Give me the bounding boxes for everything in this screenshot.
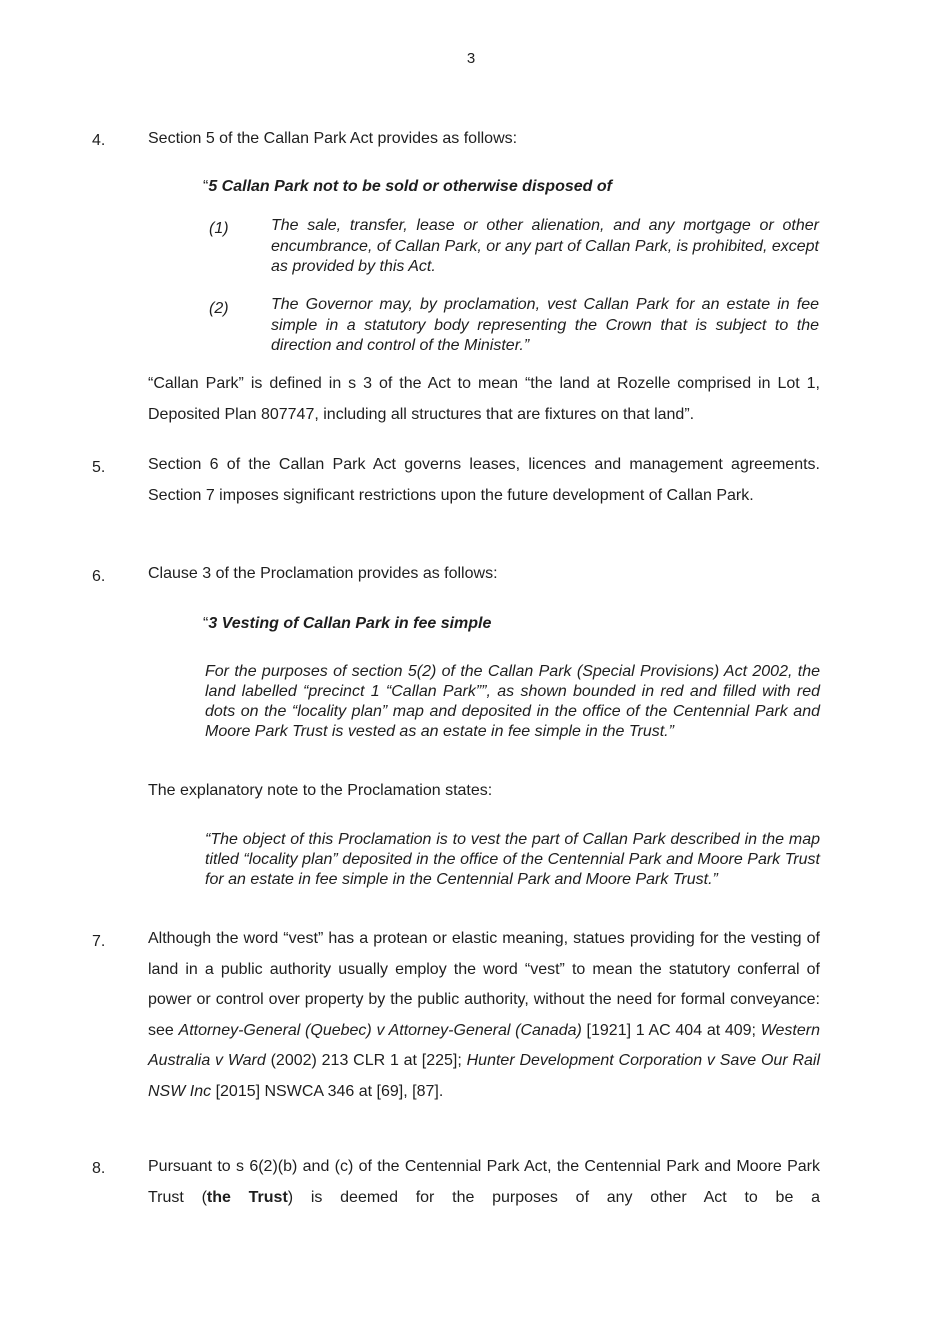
case-citation-wa-v-ward: Western Australia v Ward <box>148 1021 820 1069</box>
para-8-number: 8. <box>92 1160 106 1177</box>
para-7-text <box>148 924 820 1107</box>
explanatory-note-intro: The explanatory note to the Proclamation states: <box>148 782 493 799</box>
para-6-intro: Clause 3 of the Proclamation provides as follows: <box>148 565 498 582</box>
defined-term-the-trust: the Trust <box>206 1188 288 1206</box>
para-5-text: Section 6 of the Callan Park Act governs leases, licences and management agreements. Section 7 imposes significant restrictions upon the future development of Callan Park. <box>148 456 820 504</box>
case-citation-attorney-general: Attorney-General (Quebec) v Attorney-General (Canada) <box>178 1021 582 1039</box>
heading-open-quote: “ <box>203 615 209 632</box>
para-7-text-d: [2015] NSWCA 346 at [69], [87]. <box>211 1082 444 1100</box>
page-number: 3 <box>466 50 476 67</box>
para-7-text-c: (2002) 213 CLR 1 at [225]; <box>265 1052 467 1069</box>
clause-3-heading <box>203 615 491 633</box>
section-5-heading <box>203 178 612 196</box>
section-5-heading-text: 5 Callan Park not to be sold or otherwise disposed of <box>208 178 612 195</box>
subsection-1-text: The sale, transfer, lease or other alienation, and any mortgage or other encumbrance, of Callan Park, or any part of Callan Park, is prohibited, except as provided by this Act. <box>271 217 819 275</box>
callan-park-definition: “Callan Park” is defined in s 3 of the Act to mean “the land at Rozelle comprised in Lot 1, Deposited Plan 807747, including all structures that are fixtures on that land”. <box>148 375 820 423</box>
subsection-1-number: (1) <box>209 220 229 237</box>
subsection-2-text: The Governor may, by proclamation, vest Callan Park for an estate in fee simple in a statutory body representing the Crown that is subject to the direction and control of the Minister.” <box>271 296 819 354</box>
para-8-text <box>148 1152 820 1213</box>
para-4-intro: Section 5 of the Callan Park Act provides as follows: <box>148 130 518 147</box>
para-5-number: 5. <box>92 459 106 476</box>
para-4-number: 4. <box>92 132 106 149</box>
clause-3-text: For the purposes of section 5(2) of the Callan Park (Special Provisions) Act 2002, the land labelled “precinct 1 “Callan Park””, as shown bounded in red and filled with red dots on the “locality plan” map and deposited in the office of the Centennial Park and Moore Park Trust is vested as an estate in fee simple in the Trust.” <box>205 663 820 740</box>
para-7-number: 7. <box>92 933 106 950</box>
clause-3-heading-text: 3 Vesting of Callan Park in fee simple <box>208 615 492 632</box>
para-7-text-a: Although the word “vest” has a protean or elastic meaning, statues providing for the vesting of land in a public authority usually employ the word “vest” to mean the statutory conferral of power or control over property by the public authority, without the need for formal conveyance: see <box>148 930 820 1039</box>
para-8-text-b: ) is deemed for the purposes of any other Act to be a <box>287 1188 820 1206</box>
case-citation-hunter-development: Hunter Development Corporation v Save Our Rail NSW Inc <box>148 1052 821 1100</box>
explanatory-note-text: “The object of this Proclamation is to vest the part of Callan Park described in the map titled “locality plan” deposited in the office of the Centennial Park and Moore Park Trust for an estate in fee simple in the Centennial Park and Moore Park Trust.” <box>205 831 820 888</box>
para-6-number: 6. <box>92 568 106 585</box>
para-8-text-a: Pursuant to s 6(2)(b) and (c) of the Centennial Park Act, the Centennial Park and Moore Park Trust ( <box>148 1158 820 1206</box>
heading-open-quote: “ <box>203 178 209 195</box>
para-7-text-b: [1921] 1 AC 404 at 409; <box>581 1021 761 1039</box>
subsection-2-number: (2) <box>209 300 229 317</box>
